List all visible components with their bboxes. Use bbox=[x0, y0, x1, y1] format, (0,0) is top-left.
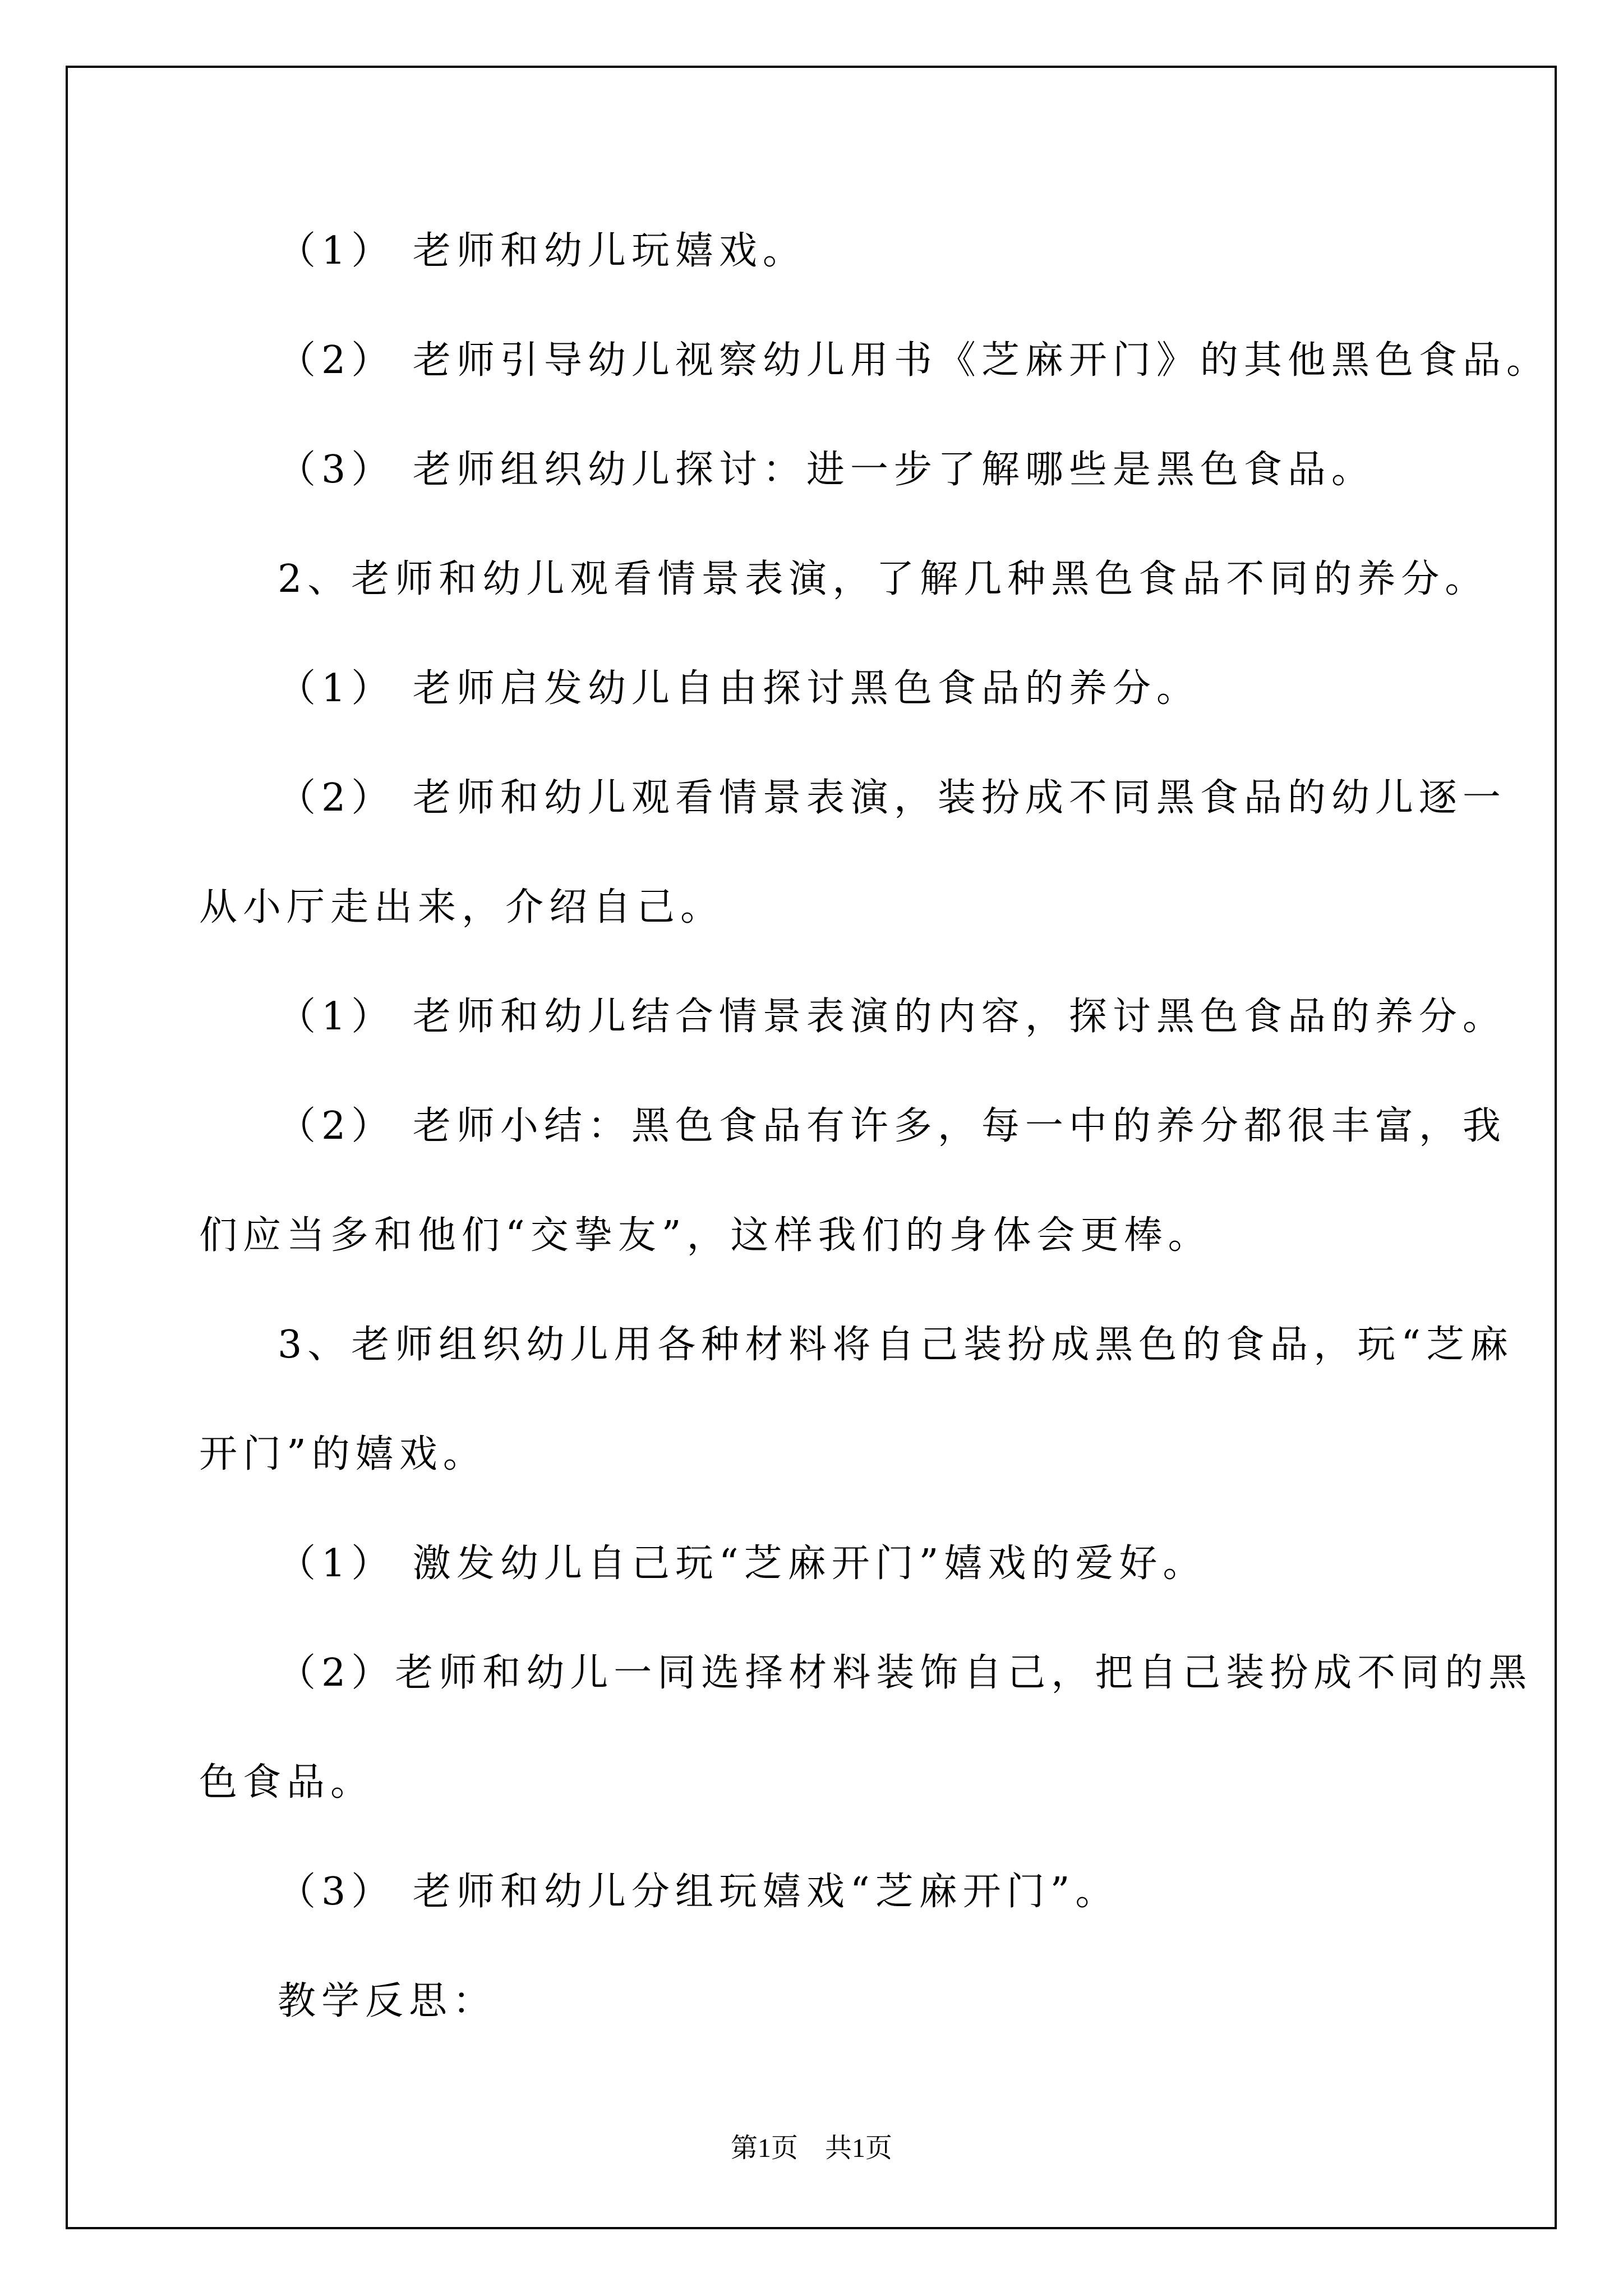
paragraph: 从小厅走出来，介绍自己。 bbox=[199, 885, 725, 930]
paragraph: 们应当多和他们“交挚友”，这样我们的身体会更棒。 bbox=[199, 1213, 1212, 1258]
page-number-footer: 第1页 共1页 bbox=[730, 2133, 892, 2163]
paragraph: 3、老师组织幼儿用各种材料将自己装扮成黑色的食品，玩“芝麻 bbox=[278, 1323, 1514, 1367]
paragraph: （1） 老师和幼儿玩嬉戏。 bbox=[278, 229, 806, 273]
document-body bbox=[199, 196, 1550, 2056]
paragraph: （2）老师和幼儿一同选择材料装饰自己，把自己装扮成不同的黑 bbox=[278, 1651, 1533, 1695]
paragraph: （1） 老师启发幼儿自由探讨黑色食品的养分。 bbox=[278, 666, 1200, 711]
paragraph: （1） 激发幼儿自己玩“芝麻开门”嬉戏的爱好。 bbox=[278, 1542, 1207, 1586]
paragraph: （2） 老师和幼儿观看情景表演，装扮成不同黑食品的幼儿逐一 bbox=[278, 776, 1506, 820]
paragraph: 开门”的嬉戏。 bbox=[199, 1432, 487, 1476]
paragraph: （1） 老师和幼儿结合情景表演的内容，探讨黑色食品的养分。 bbox=[278, 995, 1506, 1039]
paragraph: 教学反思： bbox=[278, 1979, 497, 2023]
paragraph: （3） 老师和幼儿分组玩嬉戏“芝麻开门”。 bbox=[278, 1870, 1119, 1914]
paragraph: （3） 老师组织幼儿探讨：进一步了解哪些是黑色食品。 bbox=[278, 448, 1375, 492]
paragraph: （2） 老师引导幼儿视察幼儿用书《芝麻开门》的其他黑色食品。 bbox=[278, 338, 1550, 383]
paragraph: 2、老师和幼儿观看情景表演，了解几种黑色食品不同的养分。 bbox=[278, 557, 1489, 601]
paragraph: 色食品。 bbox=[199, 1760, 375, 1805]
paragraph: （2） 老师小结：黑色食品有许多，每一中的养分都很丰富，我 bbox=[278, 1104, 1506, 1148]
